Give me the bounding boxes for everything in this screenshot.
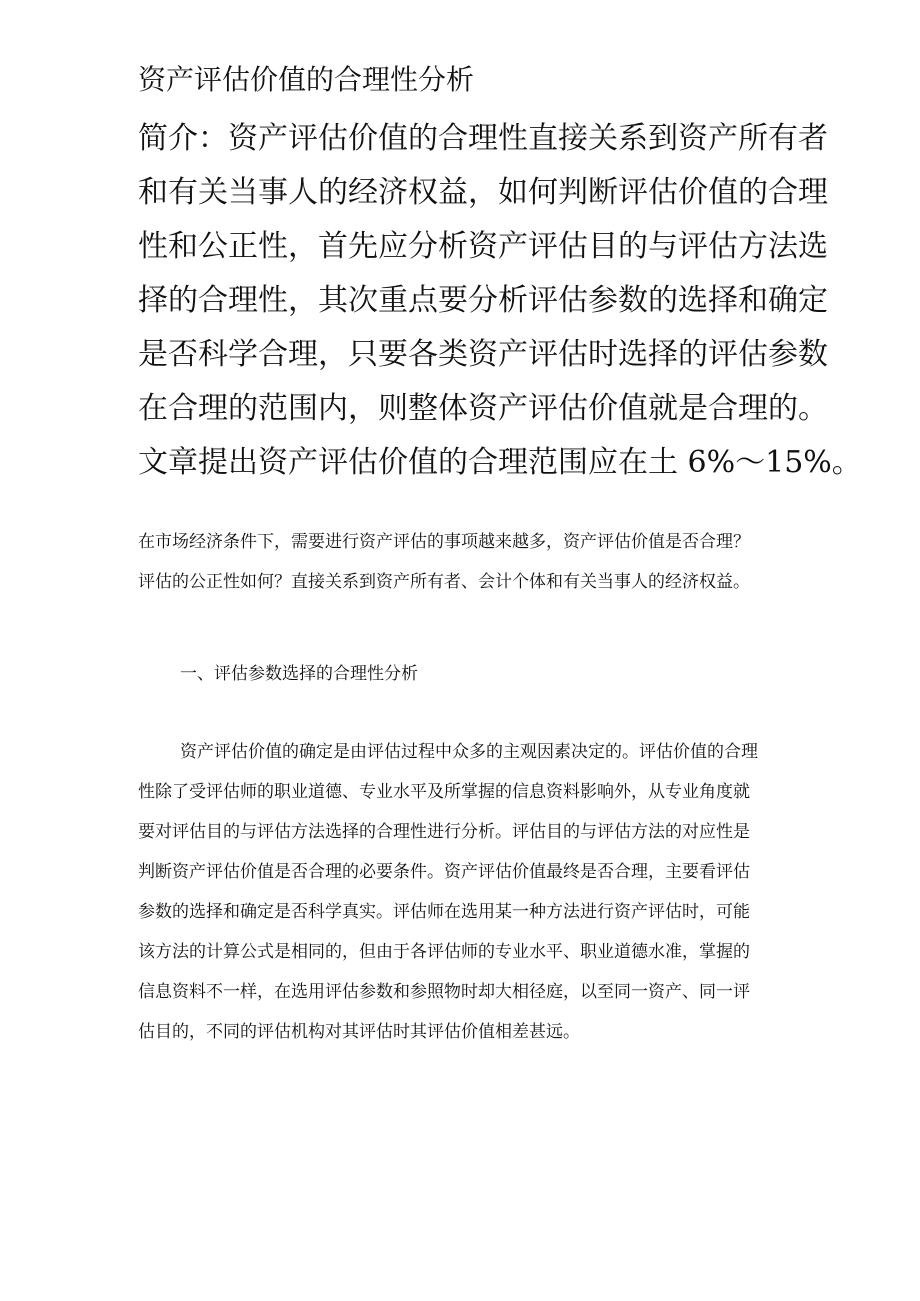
- abstract-line: 是否科学合理，只要各类资产评估时选择的评估参数: [138, 337, 828, 372]
- intro-line: 在市场经济条件下，需要进行资产评估的事项越来越多，资产评估价值是否合理？: [138, 532, 750, 552]
- abstract-line: 性和公正性，首先应分析资产评估目的与评估方法选: [138, 229, 828, 264]
- document-title: 资产评估价值的合理性分析: [138, 63, 475, 96]
- body-line: 估目的，不同的评估机构对其评估时其评估价值相差甚远。: [138, 1022, 580, 1042]
- abstract-line: 简介：资产评估价值的合理性直接关系到资产所有者: [138, 121, 828, 156]
- body-line: 参数的选择和确定是否科学真实。评估师在选用某一种方法进行资产评估时，可能: [138, 902, 750, 922]
- abstract-line: 和有关当事人的经济权益，如何判断评估价值的合理: [138, 175, 828, 210]
- body-line: 资产评估价值的确定是由评估过程中众多的主观因素决定的。评估价值的合理: [180, 742, 758, 762]
- body-line: 性除了受评估师的职业道德、专业水平及所掌握的信息资料影响外，从专业角度就: [138, 782, 750, 802]
- intro-paragraph: [138, 522, 878, 602]
- body-line: 要对评估目的与评估方法选择的合理性进行分析。评估目的与评估方法的对应性是: [138, 822, 750, 842]
- abstract-line: 在合理的范围内，则整体资产评估价值就是合理的。: [138, 391, 828, 426]
- abstract-line: 文章提出资产评估价值的合理范围应在土 6%～15%。: [138, 445, 862, 480]
- body-line: 信息资料不一样，在选用评估参数和参照物时却大相径庭，以至同一资产、同一评: [138, 982, 750, 1002]
- body-line: 判断资产评估价值是否合理的必要条件。资产评估价值最终是否合理，主要看评估: [138, 862, 750, 882]
- abstract-line: 择的合理性，其次重点要分析评估参数的选择和确定: [138, 283, 828, 318]
- section-heading: 一、评估参数选择的合理性分析: [180, 664, 418, 684]
- body-line: 该方法的计算公式是相同的，但由于各评估师的专业水平、职业道德水准，掌握的: [138, 942, 750, 962]
- body-paragraph: [138, 732, 878, 1052]
- abstract-paragraph: [138, 112, 868, 490]
- intro-line: 评估的公正性如何？直接关系到资产所有者、会计个体和有关当事人的经济权益。: [138, 572, 750, 592]
